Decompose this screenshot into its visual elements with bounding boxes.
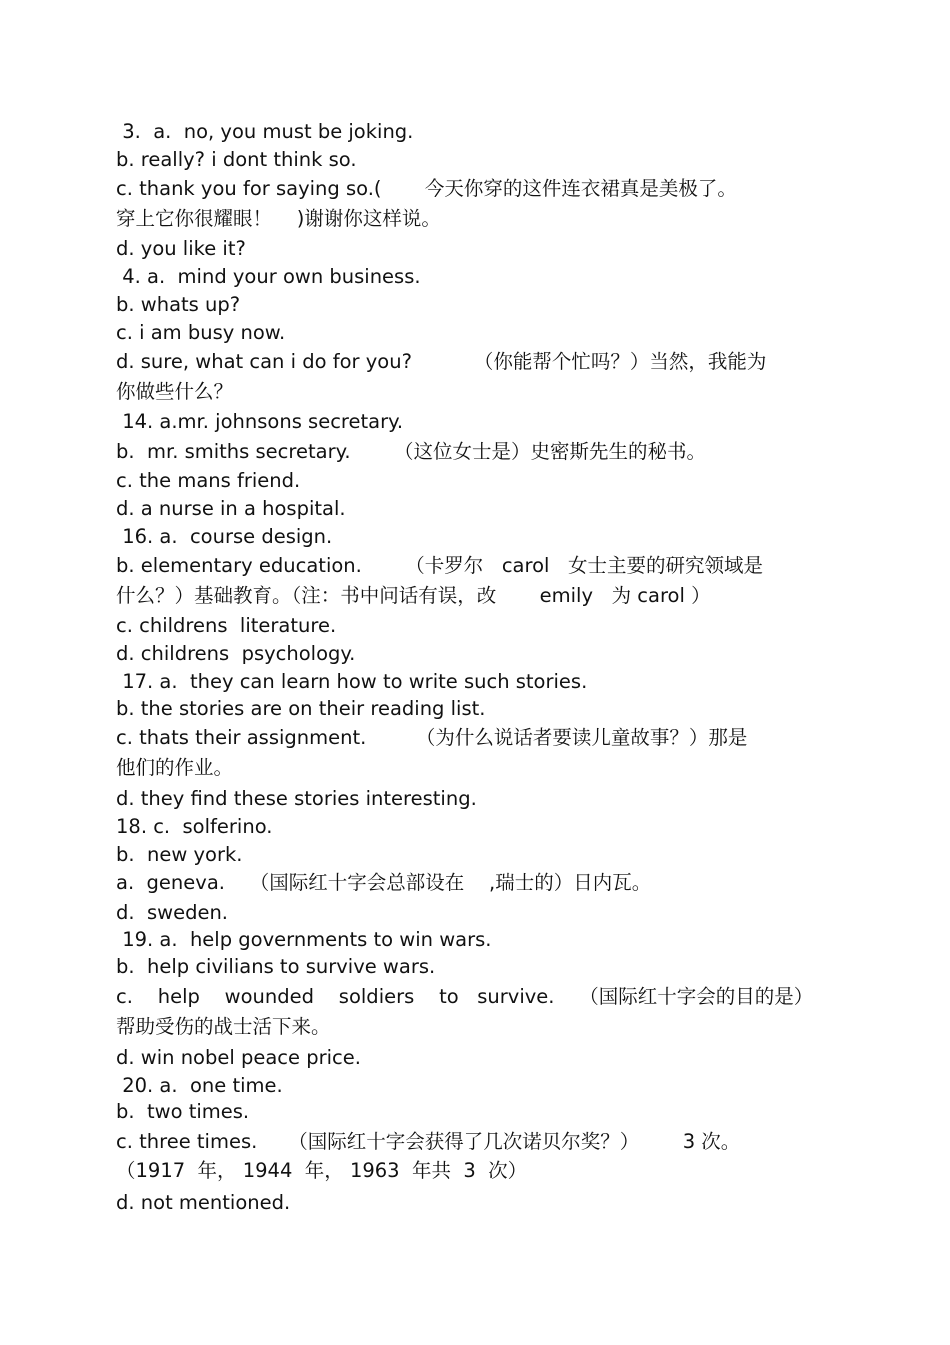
text-line: c. thank you for saying so.( 今天你穿的这件连衣裙真是美极了。	[116, 177, 737, 200]
text-line: 穿上它你很耀眼！ )谢谢你这样说。	[116, 207, 441, 230]
text-line: d. childrens psychology.	[116, 642, 356, 665]
text-line: 3. a. no, you must be joking.	[116, 120, 414, 143]
text-line: 19. a. help governments to win wars.	[116, 928, 492, 951]
text-line: 4. a. mind your own business.	[116, 265, 421, 288]
text-line: c. help wounded soldiers to survive. （国际红十字会的目的是）	[116, 985, 814, 1008]
text-line: （1917 年， 1944 年， 1963 年共 3 次）	[116, 1159, 528, 1182]
text-line: 20. a. one time.	[116, 1074, 283, 1097]
text-line: d. win nobel peace price.	[116, 1046, 361, 1069]
text-line: 帮助受伤的战士活下来。	[116, 1015, 331, 1038]
text-line: c. thats their assignment. （为什么说话者要读儿童故事？）那是	[116, 726, 748, 749]
text-line: d. a nurse in a hospital.	[116, 497, 346, 520]
text-line: d. you like it?	[116, 237, 246, 260]
text-line: b. two times.	[116, 1100, 250, 1123]
text-line: d. sweden.	[116, 901, 229, 924]
text-line: c. the mans friend.	[116, 469, 301, 492]
text-line: c. three times. （国际红十字会获得了几次诺贝尔奖？） 3 次。	[116, 1130, 741, 1153]
text-line: d. they find these stories interesting.	[116, 787, 477, 810]
text-line: b. new york.	[116, 843, 243, 866]
text-line: 18. c. solferino.	[116, 815, 273, 838]
text-line: 你做些什么？	[116, 380, 234, 403]
text-line: d. sure, what can i do for you? （你能帮个忙吗？）当然，我能为	[116, 350, 767, 373]
text-line: b. elementary education. （卡罗尔 carol 女士主要的研究领域是	[116, 554, 764, 577]
text-line: 14. a.mr. johnsons secretary.	[116, 410, 404, 433]
text-line: d. not mentioned.	[116, 1191, 291, 1214]
text-line: a. geneva. （国际红十字会总部设在 ,瑞士的）日内瓦。	[116, 871, 652, 894]
text-line: c. i am busy now.	[116, 321, 286, 344]
text-line: b. really? i dont think so.	[116, 148, 357, 171]
text-line: 什么？）基础教育。（注：书中问话有误，改 emily 为 carol ）	[116, 584, 711, 607]
text-line: 他们的作业。	[116, 756, 234, 779]
text-line: 16. a. course design.	[116, 525, 333, 548]
text-line: b. whats up?	[116, 293, 241, 316]
text-line: b. help civilians to survive wars.	[116, 955, 436, 978]
text-line: c. childrens literature.	[116, 614, 337, 637]
text-line: b. mr. smiths secretary. （这位女士是）史密斯先生的秘书。	[116, 440, 706, 463]
text-line: 17. a. they can learn how to write such stories.	[116, 670, 588, 693]
text-line: b. the stories are on their reading list.	[116, 697, 486, 720]
